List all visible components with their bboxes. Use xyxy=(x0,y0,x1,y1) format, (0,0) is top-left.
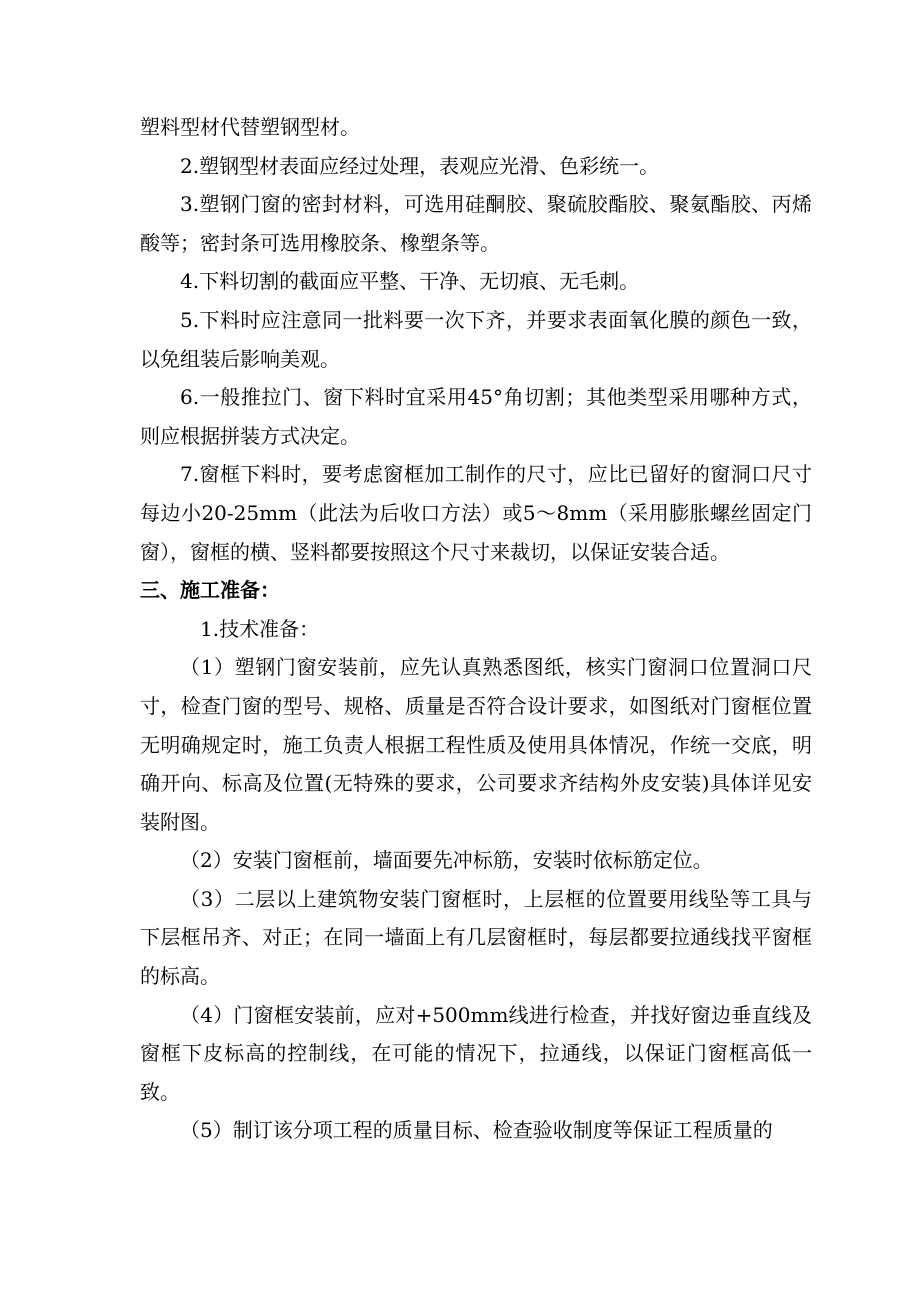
paragraph-sub-1: （1）塑钢门窗安装前，应先认真熟悉图纸，核实门窗洞口位置洞口尺寸，检查门窗的型号、规格、质量是否符合设计要求，如图纸对门窗框位置无明确规定时，施工负责人根据工程性质及使用具体情况，作统一交底，明确开向、标高及位置(无特殊的要求，公司要求齐结构外皮安装)具体详见安装附图。 xyxy=(140,655,812,834)
paragraph-item-4: 4.下料切割的截面应平整、干净、无切痕、无毛刺。 xyxy=(180,269,640,294)
section-heading: 三、施工准备： xyxy=(140,578,280,603)
document-body xyxy=(140,108,812,1150)
paragraph-item-6: 6.一般推拉门、窗下料时宜采用45°角切割；其他类型采用哪种方式，则应根据拼装方式决定。 xyxy=(140,385,812,448)
paragraph-sub-2: （2）安装门窗框前，墙面要先冲标筋，安装时依标筋定位。 xyxy=(180,848,713,873)
paragraph-sub-5: （5）制订该分项工程的质量目标、检查验收制度等保证工程质量的 xyxy=(180,1118,773,1143)
paragraph-item-5: 5.下料时应注意同一批料要一次下齐，并要求表面氧化膜的颜色一致，以免组装后影响美观。 xyxy=(140,307,812,371)
paragraph-sub-3: （3）二层以上建筑物安装门窗框时，上层框的位置要用线坠等工具与下层框吊齐、对正；在同一墙面上有几层窗框时，每层都要拉通线找平窗框的标高。 xyxy=(140,886,812,989)
paragraph-sub-4: （4）门窗框安装前，应对+500mm线进行检查，并找好窗边垂直线及窗框下皮标高的控制线，在可能的情况下，拉通线，以保证门窗框高低一致。 xyxy=(140,1002,812,1104)
paragraph-item-7: 7.窗框下料时，要考虑窗框加工制作的尺寸，应比已留好的窗洞口尺寸每边小20-25mm（此法为后收口方法）或5～8mm（采用膨胀螺丝固定门窗），窗框的横、竖料都要按照这个尺寸来裁切，以保证安装合适。 xyxy=(140,462,812,564)
paragraph-item-3: 3.塑钢门窗的密封材料，可选用硅酮胶、聚硫胶酯胶、聚氨酯胶、丙烯酸等；密封条可选用橡胶条、橡塑条等。 xyxy=(140,192,812,255)
subsection-heading: 1.技术准备： xyxy=(200,616,320,641)
paragraph-continuation: 塑料型材代替塑钢型材。 xyxy=(140,115,360,139)
paragraph-item-2: 2.塑钢型材表面应经过处理，表观应光滑、色彩统一。 xyxy=(180,153,660,178)
